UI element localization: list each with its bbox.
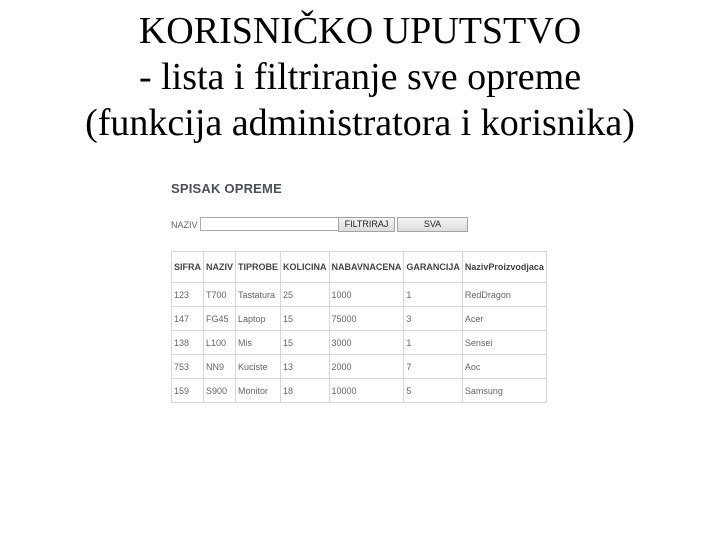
column-header: NAZIV [204, 252, 236, 283]
column-header: SIFRA [172, 252, 204, 283]
table-cell: 15 [281, 331, 330, 355]
table-cell: 1 [404, 283, 463, 307]
table-cell: 1000 [329, 283, 404, 307]
table-cell: 5 [404, 379, 463, 403]
table-header-row [172, 252, 547, 283]
table-cell: Mis [236, 331, 281, 355]
title-line-2: - lista i filtriranje sve opreme [138, 56, 582, 98]
table-cell: FG45 [204, 307, 236, 331]
table-cell: 147 [172, 307, 204, 331]
table-cell: 123 [172, 283, 204, 307]
show-all-button[interactable]: SVA [397, 217, 468, 232]
table-cell: 138 [172, 331, 204, 355]
name-filter-input[interactable] [200, 217, 357, 231]
filter-row [171, 217, 541, 233]
table-cell: 15 [281, 307, 330, 331]
table-row [172, 307, 547, 331]
equipment-panel [171, 181, 544, 396]
filter-button[interactable]: FILTRIRAJ [338, 217, 395, 232]
table-cell: 7 [404, 355, 463, 379]
table-cell: 18 [281, 379, 330, 403]
table-cell: Acer [462, 307, 546, 331]
column-header: GARANCIJA [404, 252, 463, 283]
table-cell: 753 [172, 355, 204, 379]
table-row [172, 355, 547, 379]
table-cell: Monitor [236, 379, 281, 403]
column-header: TIPROBE [236, 252, 281, 283]
table-cell: Kuciste [236, 355, 281, 379]
table-cell: Aoc [462, 355, 546, 379]
table-cell: Samsung [462, 379, 546, 403]
table-row [172, 379, 547, 403]
table-cell: 75000 [329, 307, 404, 331]
column-header: KOLICINA [281, 252, 330, 283]
title-line-3: (funkcija administratora i korisnika) [85, 102, 635, 144]
column-header: NABAVNACENA [329, 252, 404, 283]
column-header: NazivProizvodjaca [462, 252, 546, 283]
title-line-1: KORISNIČKO UPUTSTVO [138, 10, 582, 52]
slide-title [0, 8, 720, 146]
table-cell: 13 [281, 355, 330, 379]
table-cell: 3 [404, 307, 463, 331]
table-cell: Sensei [462, 331, 546, 355]
table-cell: NN9 [204, 355, 236, 379]
table-cell: L100 [204, 331, 236, 355]
table-cell: S900 [204, 379, 236, 403]
filter-label: NAZIV [171, 220, 198, 230]
table-cell: 2000 [329, 355, 404, 379]
table-row [172, 331, 547, 355]
panel-heading: SPISAK OPREME [171, 181, 282, 196]
table-cell: 10000 [329, 379, 404, 403]
equipment-table [171, 251, 547, 403]
table-cell: 1 [404, 331, 463, 355]
table-cell: 3000 [329, 331, 404, 355]
table-row [172, 283, 547, 307]
table-cell: Laptop [236, 307, 281, 331]
table-cell: Tastatura [236, 283, 281, 307]
table-cell: 159 [172, 379, 204, 403]
table-cell: 25 [281, 283, 330, 307]
table-cell: T700 [204, 283, 236, 307]
table-cell: RedDragon [462, 283, 546, 307]
